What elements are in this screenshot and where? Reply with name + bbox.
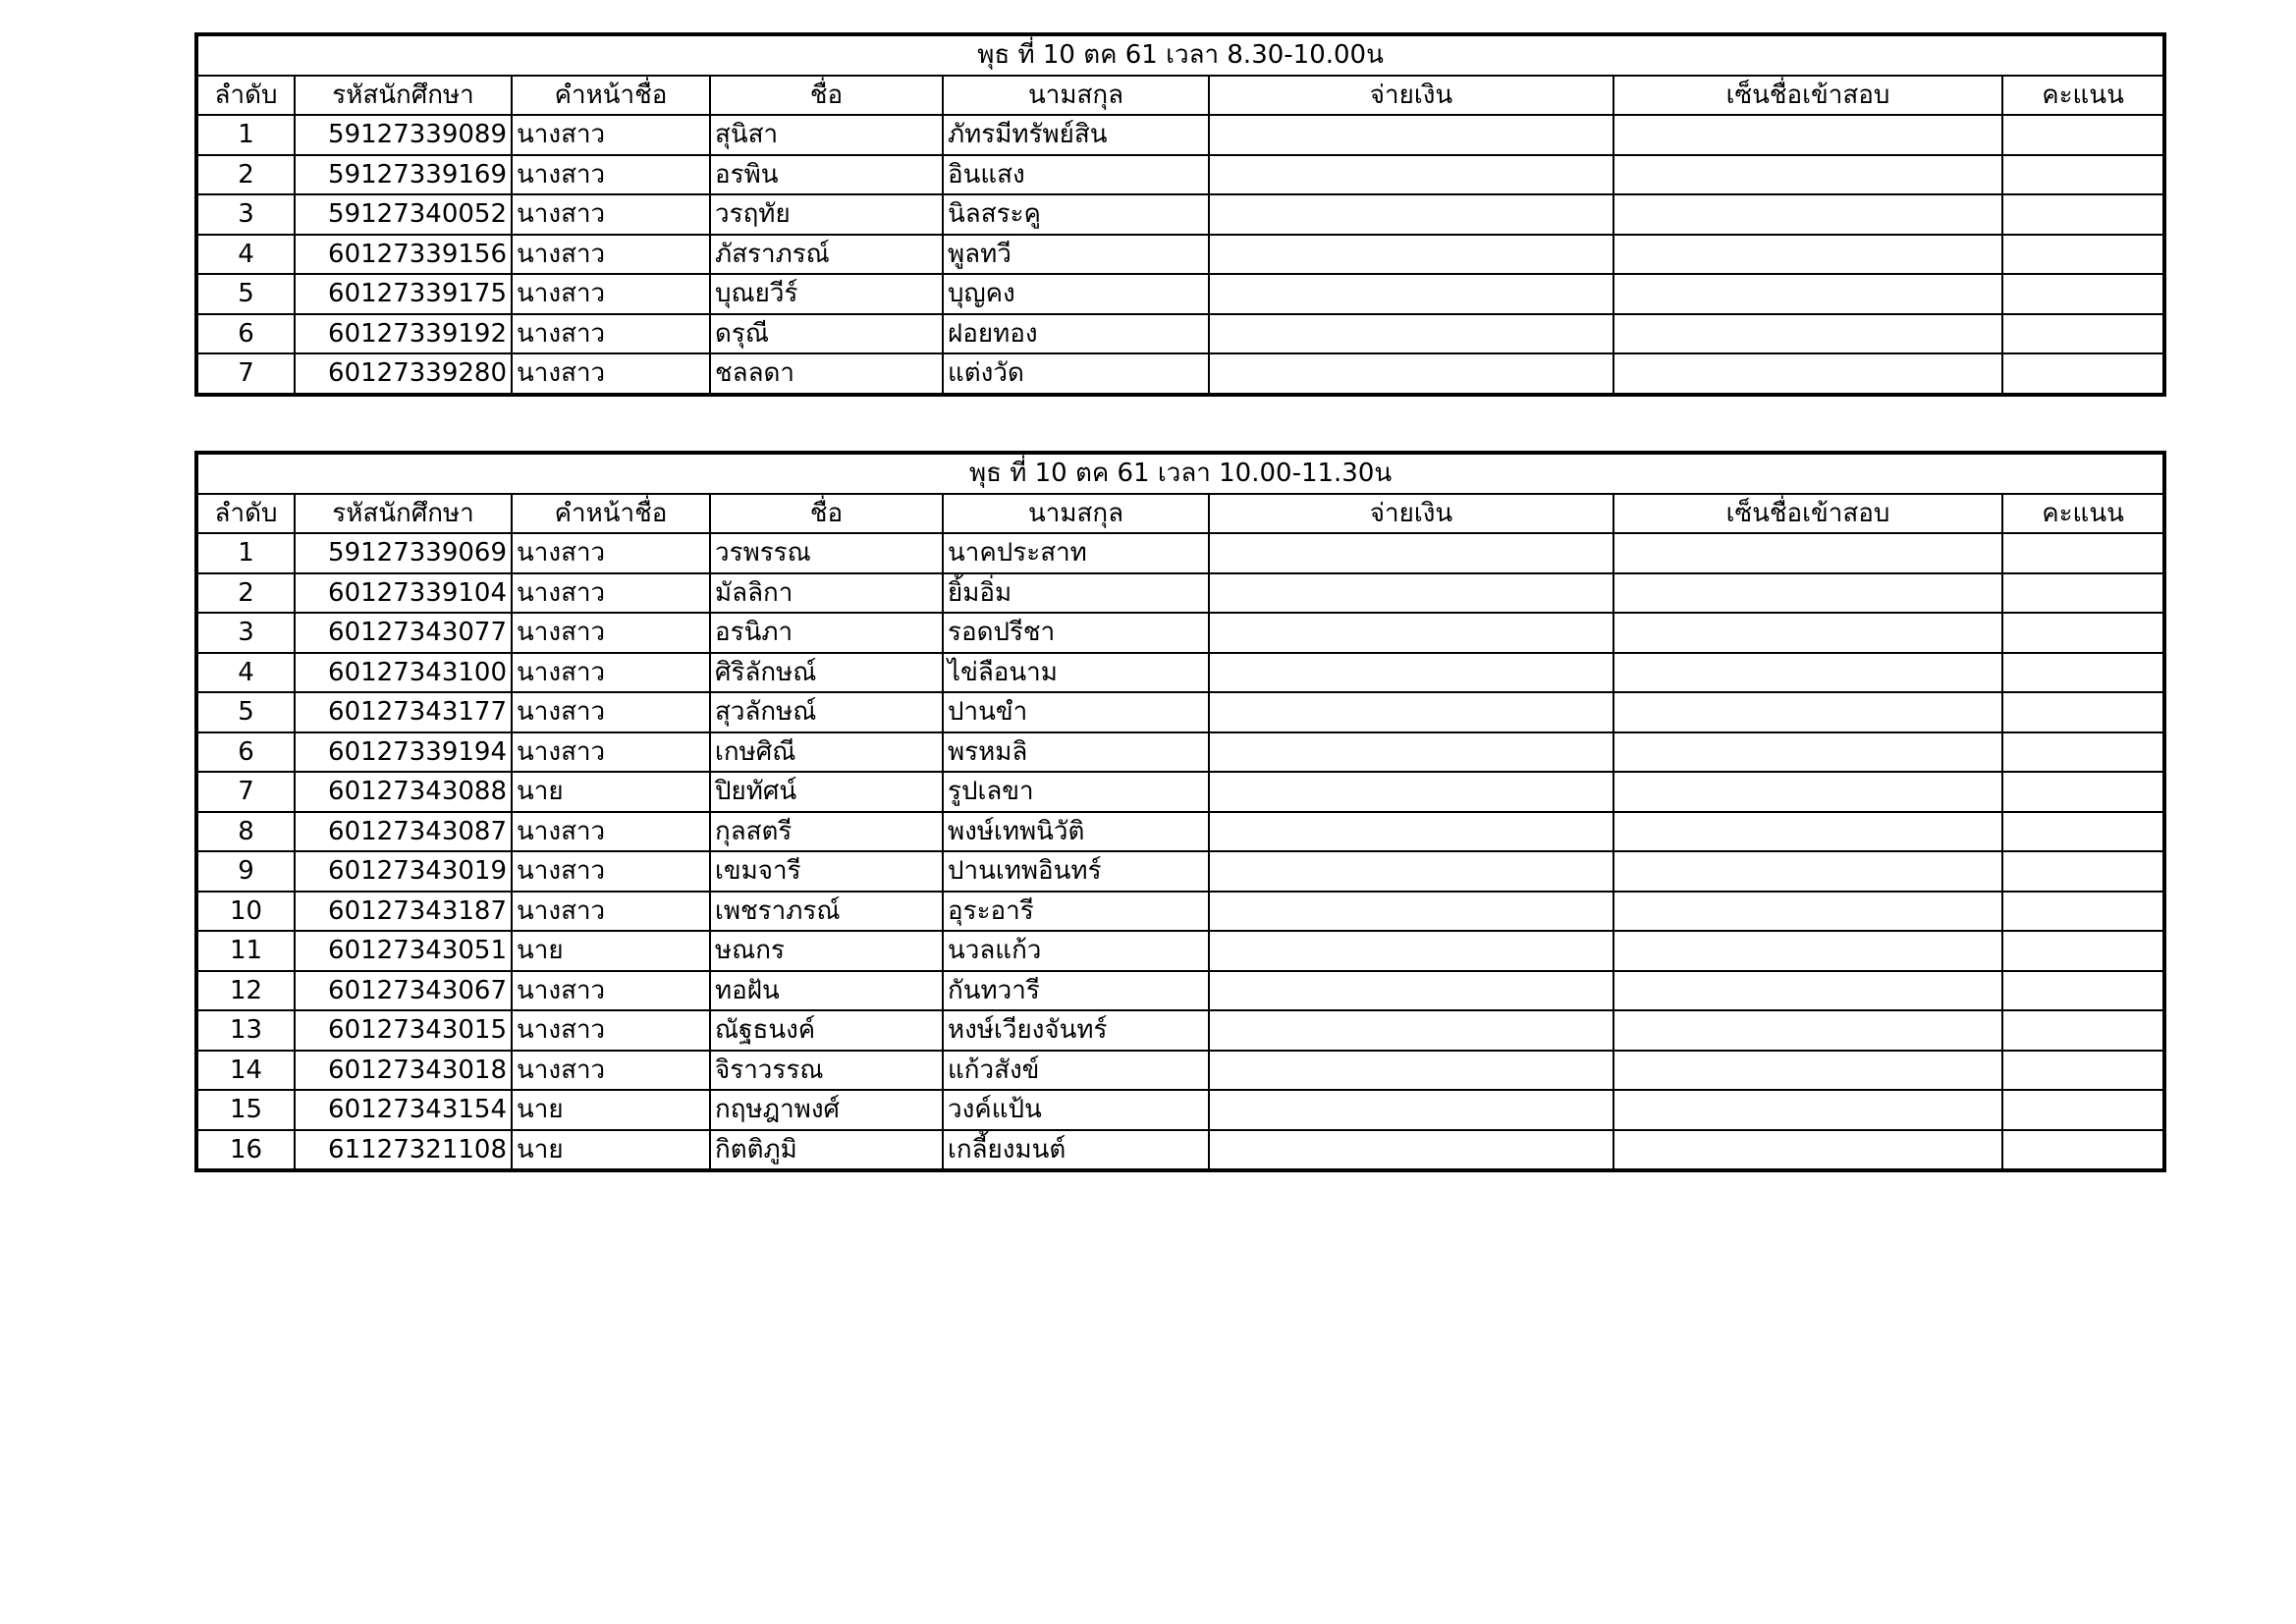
student-id-cell: 60127343087 (295, 812, 512, 852)
col-header-last-name: นามสกุล (943, 494, 1209, 534)
signature-cell[interactable] (1613, 573, 2002, 614)
name-prefix-cell: นางสาว (512, 892, 710, 932)
table-row (196, 732, 2164, 773)
table-row (196, 653, 2164, 693)
last-name-cell: หงษ์เวียงจันทร์ (943, 1010, 1209, 1051)
score-cell[interactable] (2002, 1090, 2164, 1130)
score-cell[interactable] (2002, 1010, 2164, 1051)
col-header-score: คะแนน (2002, 494, 2164, 534)
signature-cell[interactable] (1613, 971, 2002, 1011)
first-name-cell: ดรุณี (710, 314, 943, 354)
first-name-cell: อรนิภา (710, 613, 943, 653)
score-cell[interactable] (2002, 613, 2164, 653)
table-row (196, 115, 2164, 155)
payment-cell[interactable] (1209, 115, 1613, 155)
last-name-cell: พงษ์เทพนิวัติ (943, 812, 1209, 852)
first-name-cell: กิตติภูมิ (710, 1130, 943, 1171)
last-name-cell: ไข่ลือนาม (943, 653, 1209, 693)
last-name-cell: ปานเทพอินทร์ (943, 851, 1209, 892)
row-number: 1 (196, 115, 295, 155)
first-name-cell: มัลลิกา (710, 573, 943, 614)
payment-cell[interactable] (1209, 892, 1613, 932)
payment-cell[interactable] (1209, 812, 1613, 852)
row-number: 5 (196, 692, 295, 732)
payment-cell[interactable] (1209, 274, 1613, 314)
last-name-cell: แต่งวัด (943, 353, 1209, 395)
table-row (196, 235, 2164, 275)
student-id-cell: 59127339169 (295, 155, 512, 195)
first-name-cell: ภัสราภรณ์ (710, 235, 943, 275)
last-name-cell: ปานขำ (943, 692, 1209, 732)
exam-sheet-session-1 (194, 32, 2162, 397)
row-number: 9 (196, 851, 295, 892)
row-number: 3 (196, 613, 295, 653)
table-row (196, 851, 2164, 892)
student-id-cell: 60127343018 (295, 1051, 512, 1091)
student-id-cell: 60127343177 (295, 692, 512, 732)
row-number: 5 (196, 274, 295, 314)
row-number: 10 (196, 892, 295, 932)
payment-cell[interactable] (1209, 692, 1613, 732)
table-row (196, 971, 2164, 1011)
table-row (196, 353, 2164, 395)
student-id-cell: 60127339175 (295, 274, 512, 314)
name-prefix-cell: นางสาว (512, 274, 710, 314)
student-id-cell: 60127343187 (295, 892, 512, 932)
signature-cell[interactable] (1613, 613, 2002, 653)
first-name-cell: ศิริลักษณ์ (710, 653, 943, 693)
first-name-cell: ทอฝัน (710, 971, 943, 1011)
payment-cell[interactable] (1209, 613, 1613, 653)
exam-sheet-session-2 (194, 451, 2162, 1172)
exam-table-session-2 (194, 451, 2166, 1172)
payment-cell[interactable] (1209, 1090, 1613, 1130)
session-title-row (196, 34, 2164, 76)
table-row (196, 533, 2164, 573)
col-header-payment: จ่ายเงิน (1209, 494, 1613, 534)
score-cell[interactable] (2002, 812, 2164, 852)
last-name-cell: นิลสระคู (943, 194, 1209, 235)
score-cell[interactable] (2002, 653, 2164, 693)
student-id-cell: 60127343077 (295, 613, 512, 653)
col-header-student-id: รหัสนักศึกษา (295, 76, 512, 116)
table-row (196, 772, 2164, 812)
score-cell[interactable] (2002, 573, 2164, 614)
name-prefix-cell: นางสาว (512, 732, 710, 773)
signature-cell[interactable] (1613, 692, 2002, 732)
name-prefix-cell: นางสาว (512, 971, 710, 1011)
name-prefix-cell: นางสาว (512, 353, 710, 395)
signature-cell[interactable] (1613, 851, 2002, 892)
signature-cell[interactable] (1613, 1090, 2002, 1130)
student-id-cell: 60127343088 (295, 772, 512, 812)
row-number: 6 (196, 732, 295, 773)
score-cell[interactable] (2002, 1130, 2164, 1171)
payment-cell[interactable] (1209, 353, 1613, 395)
col-header-no: ลำดับ (196, 494, 295, 534)
name-prefix-cell: นาย (512, 1090, 710, 1130)
last-name-cell: บุญคง (943, 274, 1209, 314)
row-number: 7 (196, 353, 295, 395)
payment-cell[interactable] (1209, 1051, 1613, 1091)
student-id-cell: 59127340052 (295, 194, 512, 235)
last-name-cell: ฝอยทอง (943, 314, 1209, 354)
row-number: 6 (196, 314, 295, 354)
first-name-cell: ษณกร (710, 931, 943, 971)
first-name-cell: สุนิสา (710, 115, 943, 155)
student-id-cell: 60127339194 (295, 732, 512, 773)
table-row (196, 812, 2164, 852)
table-row (196, 314, 2164, 354)
student-id-cell: 60127343154 (295, 1090, 512, 1130)
table-row (196, 1010, 2164, 1051)
name-prefix-cell: นาย (512, 931, 710, 971)
first-name-cell: กฤษฎาพงศ์ (710, 1090, 943, 1130)
row-number: 1 (196, 533, 295, 573)
row-number: 2 (196, 155, 295, 195)
signature-cell[interactable] (1613, 653, 2002, 693)
table-header-row (196, 494, 2164, 534)
score-cell[interactable] (2002, 692, 2164, 732)
last-name-cell: วงค์แป้น (943, 1090, 1209, 1130)
score-cell[interactable] (2002, 353, 2164, 395)
signature-cell[interactable] (1613, 353, 2002, 395)
student-id-cell: 60127339104 (295, 573, 512, 614)
first-name-cell: อรพิน (710, 155, 943, 195)
payment-cell[interactable] (1209, 772, 1613, 812)
table-row (196, 613, 2164, 653)
signature-cell[interactable] (1613, 274, 2002, 314)
payment-cell[interactable] (1209, 573, 1613, 614)
last-name-cell: แก้วสังข์ (943, 1051, 1209, 1091)
col-header-no: ลำดับ (196, 76, 295, 116)
score-cell[interactable] (2002, 274, 2164, 314)
last-name-cell: เกลี้ยงมนต์ (943, 1130, 1209, 1171)
first-name-cell: ปิยทัศน์ (710, 772, 943, 812)
last-name-cell: รูปเลขา (943, 772, 1209, 812)
last-name-cell: กันทวารี (943, 971, 1209, 1011)
student-id-cell: 60127339280 (295, 353, 512, 395)
signature-cell[interactable] (1613, 772, 2002, 812)
score-cell[interactable] (2002, 533, 2164, 573)
name-prefix-cell: นาย (512, 1130, 710, 1171)
signature-cell[interactable] (1613, 533, 2002, 573)
last-name-cell: พรหมลิ (943, 732, 1209, 773)
last-name-cell: รอดปรีชา (943, 613, 1209, 653)
row-number: 8 (196, 812, 295, 852)
name-prefix-cell: นางสาว (512, 812, 710, 852)
name-prefix-cell: นางสาว (512, 1051, 710, 1091)
first-name-cell: ชลลดา (710, 353, 943, 395)
table-row (196, 892, 2164, 932)
last-name-cell: อินแสง (943, 155, 1209, 195)
row-number: 12 (196, 971, 295, 1011)
table-row (196, 1130, 2164, 1171)
row-number: 4 (196, 235, 295, 275)
student-id-cell: 60127343067 (295, 971, 512, 1011)
name-prefix-cell: นางสาว (512, 314, 710, 354)
row-number: 3 (196, 194, 295, 235)
name-prefix-cell: นางสาว (512, 1010, 710, 1051)
name-prefix-cell: นางสาว (512, 235, 710, 275)
signature-cell[interactable] (1613, 732, 2002, 773)
score-cell[interactable] (2002, 851, 2164, 892)
signature-cell[interactable] (1613, 155, 2002, 195)
student-id-cell: 60127343015 (295, 1010, 512, 1051)
first-name-cell: เกษศิณี (710, 732, 943, 773)
score-cell[interactable] (2002, 155, 2164, 195)
payment-cell[interactable] (1209, 235, 1613, 275)
col-header-last-name: นามสกุล (943, 76, 1209, 116)
payment-cell[interactable] (1209, 155, 1613, 195)
score-cell[interactable] (2002, 971, 2164, 1011)
table-row (196, 1090, 2164, 1130)
session-title-row (196, 453, 2164, 494)
signature-cell[interactable] (1613, 931, 2002, 971)
session-title: พุธ ที่ 10 ตค 61 เวลา 8.30-10.00น (196, 34, 2164, 76)
row-number: 14 (196, 1051, 295, 1091)
table-row (196, 692, 2164, 732)
row-number: 15 (196, 1090, 295, 1130)
payment-cell[interactable] (1209, 653, 1613, 693)
last-name-cell: อุระอารี (943, 892, 1209, 932)
first-name-cell: ณัฐธนงค์ (710, 1010, 943, 1051)
table-row (196, 1051, 2164, 1091)
col-header-prefix: คำหน้าชื่อ (512, 494, 710, 534)
last-name-cell: ภัทรมีทรัพย์สิน (943, 115, 1209, 155)
student-id-cell: 60127339156 (295, 235, 512, 275)
last-name-cell: นาคประสาท (943, 533, 1209, 573)
payment-cell[interactable] (1209, 931, 1613, 971)
row-number: 11 (196, 931, 295, 971)
first-name-cell: เพชราภรณ์ (710, 892, 943, 932)
student-id-cell: 61127321108 (295, 1130, 512, 1171)
score-cell[interactable] (2002, 314, 2164, 354)
col-header-first-name: ชื่อ (710, 494, 943, 534)
name-prefix-cell: นางสาว (512, 573, 710, 614)
row-number: 4 (196, 653, 295, 693)
payment-cell[interactable] (1209, 194, 1613, 235)
name-prefix-cell: นางสาว (512, 194, 710, 235)
name-prefix-cell: นางสาว (512, 155, 710, 195)
exam-table-session-1 (194, 32, 2166, 397)
score-cell[interactable] (2002, 772, 2164, 812)
first-name-cell: วรพรรณ (710, 533, 943, 573)
score-cell[interactable] (2002, 115, 2164, 155)
student-id-cell: 60127343019 (295, 851, 512, 892)
name-prefix-cell: นาย (512, 772, 710, 812)
signature-cell[interactable] (1613, 892, 2002, 932)
payment-cell[interactable] (1209, 1130, 1613, 1171)
score-cell[interactable] (2002, 235, 2164, 275)
name-prefix-cell: นางสาว (512, 692, 710, 732)
first-name-cell: สุวลักษณ์ (710, 692, 943, 732)
signature-cell[interactable] (1613, 1010, 2002, 1051)
session-title: พุธ ที่ 10 ตค 61 เวลา 10.00-11.30น (196, 453, 2164, 494)
name-prefix-cell: นางสาว (512, 533, 710, 573)
table-row (196, 155, 2164, 195)
col-header-signature: เซ็นชื่อเข้าสอบ (1613, 76, 2002, 116)
signature-cell[interactable] (1613, 115, 2002, 155)
row-number: 2 (196, 573, 295, 614)
table-row (196, 573, 2164, 614)
first-name-cell: จิราวรรณ (710, 1051, 943, 1091)
row-number: 7 (196, 772, 295, 812)
first-name-cell: เขมจารี (710, 851, 943, 892)
signature-cell[interactable] (1613, 194, 2002, 235)
table-row (196, 931, 2164, 971)
col-header-score: คะแนน (2002, 76, 2164, 116)
last-name-cell: ยิ้มอิ่ม (943, 573, 1209, 614)
payment-cell[interactable] (1209, 1010, 1613, 1051)
score-cell[interactable] (2002, 931, 2164, 971)
signature-cell[interactable] (1613, 1051, 2002, 1091)
name-prefix-cell: นางสาว (512, 115, 710, 155)
payment-cell[interactable] (1209, 971, 1613, 1011)
col-header-first-name: ชื่อ (710, 76, 943, 116)
table-header-row (196, 76, 2164, 116)
col-header-prefix: คำหน้าชื่อ (512, 76, 710, 116)
table-row (196, 194, 2164, 235)
score-cell[interactable] (2002, 892, 2164, 932)
signature-cell[interactable] (1613, 314, 2002, 354)
row-number: 16 (196, 1130, 295, 1171)
student-id-cell: 60127339192 (295, 314, 512, 354)
student-id-cell: 59127339069 (295, 533, 512, 573)
row-number: 13 (196, 1010, 295, 1051)
first-name-cell: บุณยวีร์ (710, 274, 943, 314)
signature-cell[interactable] (1613, 812, 2002, 852)
payment-cell[interactable] (1209, 851, 1613, 892)
payment-cell[interactable] (1209, 732, 1613, 773)
score-cell[interactable] (2002, 1051, 2164, 1091)
first-name-cell: วรฤทัย (710, 194, 943, 235)
score-cell[interactable] (2002, 194, 2164, 235)
signature-cell[interactable] (1613, 235, 2002, 275)
student-id-cell: 60127343100 (295, 653, 512, 693)
score-cell[interactable] (2002, 732, 2164, 773)
name-prefix-cell: นางสาว (512, 653, 710, 693)
name-prefix-cell: นางสาว (512, 613, 710, 653)
first-name-cell: กุลสตรี (710, 812, 943, 852)
col-header-student-id: รหัสนักศึกษา (295, 494, 512, 534)
col-header-signature: เซ็นชื่อเข้าสอบ (1613, 494, 2002, 534)
table-row (196, 274, 2164, 314)
payment-cell[interactable] (1209, 533, 1613, 573)
col-header-payment: จ่ายเงิน (1209, 76, 1613, 116)
student-id-cell: 59127339089 (295, 115, 512, 155)
signature-cell[interactable] (1613, 1130, 2002, 1171)
last-name-cell: นวลแก้ว (943, 931, 1209, 971)
name-prefix-cell: นางสาว (512, 851, 710, 892)
last-name-cell: พูลทวี (943, 235, 1209, 275)
payment-cell[interactable] (1209, 314, 1613, 354)
student-id-cell: 60127343051 (295, 931, 512, 971)
